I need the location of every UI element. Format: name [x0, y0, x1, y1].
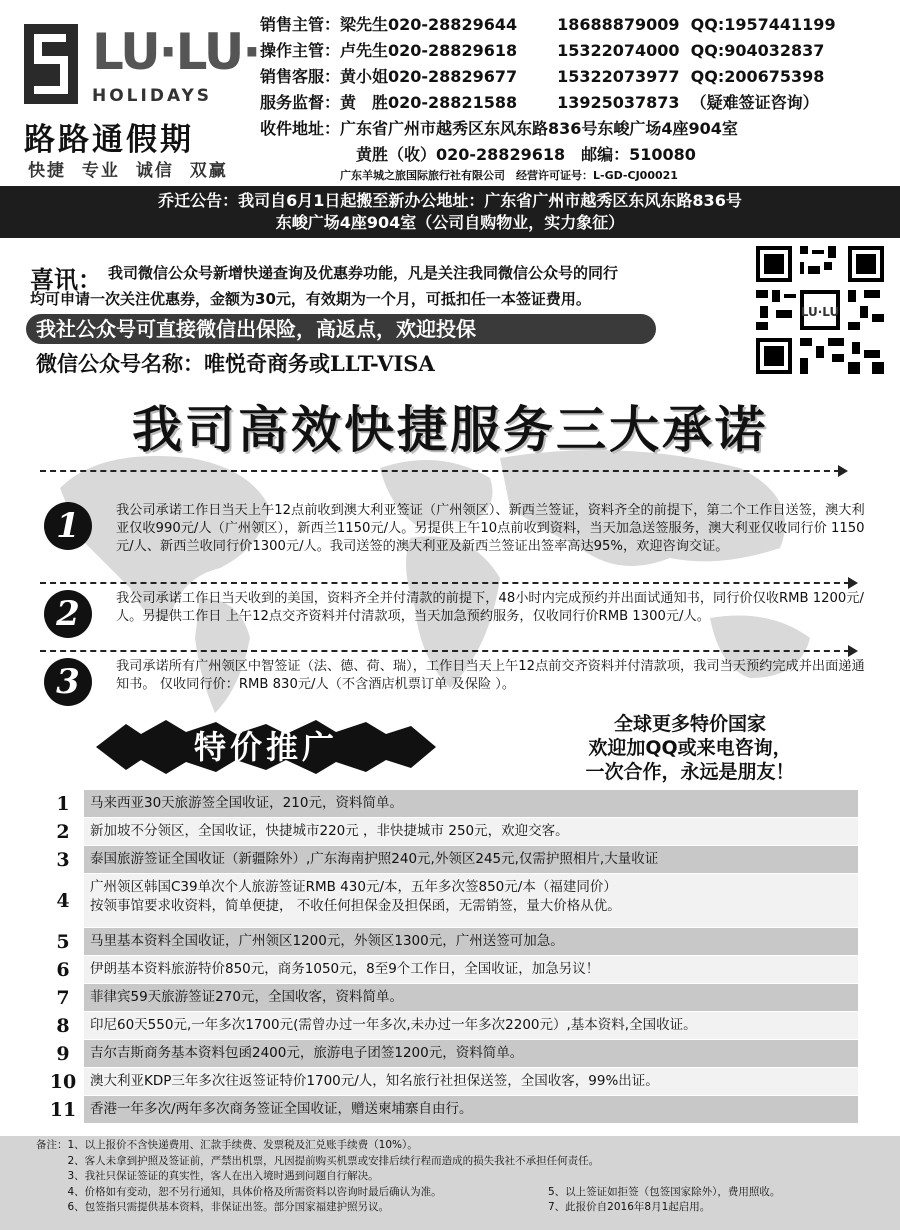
contact-row — [260, 38, 890, 64]
contact-role: 销售主管：梁先生020-28829644 — [260, 15, 518, 34]
offer-text — [84, 1096, 858, 1123]
news-section — [0, 238, 900, 388]
notice-line: 东峻广场4座904室（公司自购物业，实力象征） — [275, 213, 625, 232]
cta-line: 全球更多特价国家 — [613, 713, 766, 735]
offer-number: 6 — [42, 956, 84, 983]
offer-line: 印尼60天550元,一年多次1700元(需曾办过一年多次,未办过一年多次2200元）,基本资料,全国收证。 — [90, 1017, 697, 1033]
brand-name-cn: 路路通假期 — [24, 122, 194, 158]
cta-line: 一次合作，永远是朋友！ — [585, 761, 795, 783]
dashed-arrow-line — [40, 650, 850, 652]
contact-row — [260, 90, 890, 116]
contact-role: 服务监督：黄 胜020-28821588 — [260, 93, 518, 112]
offer-text — [84, 790, 858, 817]
promise-text: 我公司承诺工作日当天上午12点前收到澳大利亚签证（广州领区）、新西兰签证，资料齐全的前提下，第二个工作日送签，澳大利亚仅收990元/人（广州领区），新西兰1150元/人。另提供上午10点前收到资料，当天加急送签服务，澳大利亚仅收同行价 1150元/人、新西兰收同行价1300元/人。我司送签的澳大利亚及新西兰签证出签率高达95%，欢迎咨询交证。 — [116, 503, 865, 554]
offer-number: 7 — [42, 984, 84, 1011]
contact-mobile[interactable]: 15322073977 — [557, 67, 680, 86]
offer-number: 11 — [42, 1096, 84, 1123]
offer-row — [42, 846, 858, 874]
offer-line: 香港一年多次/两年多次商务签证全国收证，赠送柬埔寨自由行。 — [90, 1101, 473, 1117]
notice-line: 乔迁公告：我司自6月1日起搬至新办公地址：广东省广州市越秀区东风东路836号 — [158, 191, 742, 210]
offer-number: 1 — [42, 790, 84, 817]
promise-number: 2 — [44, 590, 92, 638]
offer-line: 新加坡不分领区，全国收证，快捷城市220元 ，非快捷城市 250元，欢迎交客。 — [90, 823, 569, 839]
offer-text — [84, 874, 858, 927]
offer-line: 伊朗基本资料旅游特价850元，商务1050元，8至9个工作日，全国收证，加急另议！ — [90, 961, 600, 977]
offer-row — [42, 984, 858, 1012]
offer-row — [42, 928, 858, 956]
offer-text — [84, 1040, 858, 1067]
offer-line: 马来西亚30天旅游签全国收证，210元，资料简单。 — [90, 795, 403, 811]
special-badge-label: 特价推广 — [193, 728, 339, 766]
footer-line: 2、客人未拿到护照及签证前，严禁出机票，凡因提前购买机票或安排后续行程而造成的损失我社不承担任何责任。 — [36, 1154, 600, 1167]
contact-qq: QQ:904032837 — [690, 41, 825, 60]
special-cta — [520, 712, 860, 784]
special-offer-badge — [96, 720, 436, 774]
contact-block — [260, 12, 890, 184]
license-info: 广东羊城之旅国际旅行社有限公司 经营许可证号：L-GD-CJ00021 — [340, 169, 678, 182]
offer-line: 吉尔吉斯商务基本资料包函2400元，旅游电子团签1200元，资料简单。 — [90, 1045, 524, 1061]
insurance-banner: 我社公众号可直接微信出保险，高返点，欢迎投保 — [26, 314, 656, 344]
footer-line: 备注：1、以上报价不含快递费用、汇款手续费、发票税及汇兑账手续费（10%）。 — [36, 1139, 418, 1151]
dashed-arrow-line — [40, 470, 840, 472]
offer-text — [84, 984, 858, 1011]
offer-row — [42, 1096, 858, 1124]
offer-line: 马里基本资料全国收证，广州领区1200元，外领区1300元，广州送签可加急。 — [90, 933, 564, 949]
footer-line: 3、我社只保证签证的真实性，客人在出入境时遇到问题自行解决。 — [36, 1170, 379, 1182]
promise-title: 我司高效快捷服务三大承诺 — [132, 401, 768, 459]
offer-line: 泰国旅游签证全国收证（新疆除外）,广东海南护照240元,外领区245元,仅需护照相片,大量收证 — [90, 851, 659, 867]
logo-s-icon — [24, 24, 78, 104]
brand-holidays: HOLIDAYS — [92, 86, 213, 106]
offer-text — [84, 818, 858, 845]
offer-line: 广州领区韩国C39单次个人旅游签证RMB 430元/本，五年多次签850元/本（福建同价） — [90, 879, 617, 895]
offer-text — [84, 956, 858, 983]
contact-mobile[interactable]: 13925037873 — [557, 93, 680, 112]
offer-row — [42, 956, 858, 984]
arrow-right-icon — [848, 577, 858, 589]
offer-number: 2 — [42, 818, 84, 845]
offers-table — [42, 790, 858, 1124]
brand-slogan: 快捷 专业 诚信 双赢 — [28, 161, 228, 181]
offer-number: 5 — [42, 928, 84, 955]
offer-line: 菲律宾59天旅游签证270元，全国收客，资料简单。 — [90, 989, 403, 1005]
qr-code-icon[interactable] — [752, 242, 888, 378]
arrow-right-icon — [848, 645, 858, 657]
offer-number: 8 — [42, 1012, 84, 1039]
offer-row — [42, 790, 858, 818]
news-text: 均可申请一次关注优惠券，金额为30元，有效期为一个月，可抵扣任一本签证费用。 — [30, 290, 591, 308]
contact-qq: QQ:1957441199 — [690, 15, 836, 34]
offer-row — [42, 874, 858, 928]
offer-text — [84, 1012, 858, 1039]
contact-qq: （疑难签证咨询） — [690, 93, 819, 112]
contact-role: 销售客服：黄小姐020-28829677 — [260, 67, 518, 86]
contact-mobile[interactable]: 18688879009 — [557, 15, 680, 34]
offer-row — [42, 1012, 858, 1040]
footer-line: 4、价格如有变动，恕不另行通知，具体价格及所需资料以咨询时最后确认为准。 5、以上签证如拒签（包签国家除外），费用照收。 — [36, 1185, 781, 1198]
relocation-notice — [0, 186, 900, 238]
arrow-right-icon — [838, 465, 848, 477]
contact-row — [260, 12, 890, 38]
contact-mobile[interactable]: 15322074000 — [557, 41, 680, 60]
offer-text — [84, 846, 858, 873]
offer-row — [42, 1040, 858, 1068]
receiver-info: 黄胜（收）020-28829618 邮编：510080 — [356, 145, 696, 164]
news-title: 喜讯： — [30, 265, 102, 294]
footer-line: 6、包签指只需提供基本资料，非保证出签。部分国家福建护照另议。 7、此报价自2016年8月1起启用。 — [36, 1201, 711, 1213]
promise-text: 我公司承诺工作日当天收到的美国，资料齐全并付清款的前提下，48小时内完成预约并出面试通知书，同行价仅收RMB 1200元/人。另提供工作日 上午12点交齐资料并付清款项，当天加急预约服务，仅收同行价RMB 1300元/人。 — [116, 591, 864, 624]
offer-row — [42, 1068, 858, 1096]
mailing-address: 收件地址：广东省广州市越秀区东风东路836号东峻广场4座904室 — [260, 119, 738, 138]
offer-text — [84, 1068, 858, 1095]
svg-text:LU·LU: LU·LU — [800, 305, 840, 319]
offer-line: 按领事馆要求收资料，简单便捷， 不收任何担保金及担保函，无需销签，量大价格从优。 — [90, 898, 621, 914]
cta-line: 欢迎加QQ或来电咨询， — [588, 737, 792, 759]
offer-line: 澳大利亚KDP三年多次往返签证特价1700元/人，知名旅行社担保送签，全国收客，99%出证。 — [90, 1073, 659, 1089]
news-text: 我司微信公众号新增快递查询及优惠券功能，凡是关注我同微信公众号的同行 — [108, 264, 619, 282]
contact-row — [260, 64, 890, 90]
promise-text: 我司承诺所有广州领区中智签证（法、德、荷、瑞），工作日当天上午12点前交齐资料并付清款项，我司当天预约完成并出面递通知书。 仅收同行价：RMB 830元/人（不含酒店机票订单 及保险 ）。 — [116, 659, 865, 692]
wechat-account-name: 微信公众号名称：唯悦奇商务或LLT-VISA — [36, 351, 435, 376]
brand-name-en: LU·LU· — [92, 23, 260, 81]
offer-number: 3 — [42, 846, 84, 873]
footer-notes — [0, 1136, 900, 1230]
special-offer-header — [0, 700, 900, 790]
contact-qq: QQ:200675398 — [690, 67, 825, 86]
offer-text — [84, 928, 858, 955]
offer-number: 9 — [42, 1040, 84, 1067]
header — [0, 0, 900, 186]
offer-row — [42, 818, 858, 846]
offer-number: 4 — [42, 874, 84, 927]
company-logo — [14, 14, 260, 181]
offer-number: 10 — [42, 1068, 84, 1095]
promise-number: 3 — [44, 658, 92, 706]
dashed-arrow-line — [40, 582, 850, 584]
promise-number: 1 — [44, 502, 92, 550]
contact-role: 操作主管：卢先生020-28829618 — [260, 41, 518, 60]
